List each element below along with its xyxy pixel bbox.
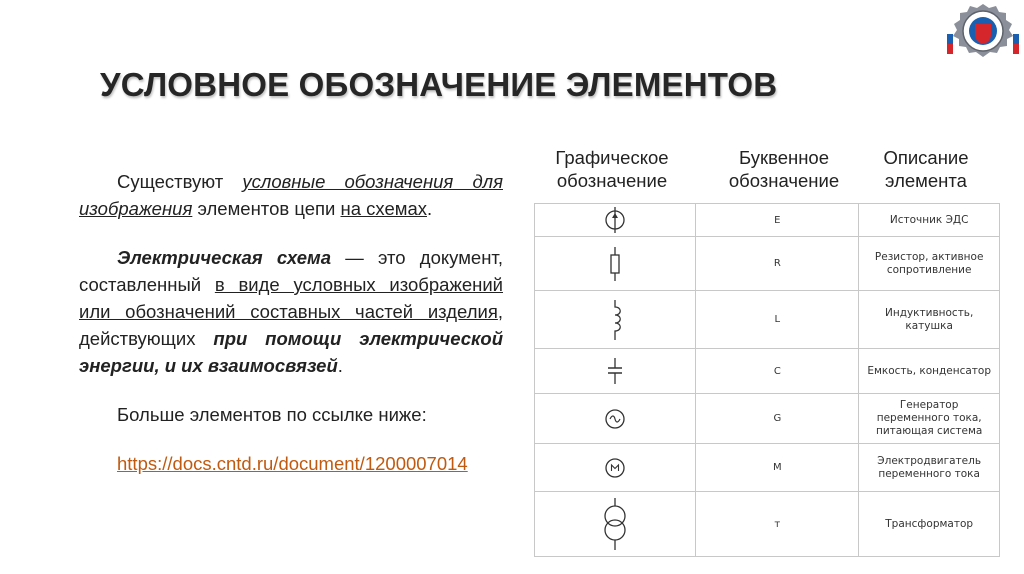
ac-generator-icon	[602, 406, 628, 432]
symbol-cell	[535, 349, 696, 394]
definition-mid: — это документ, составленный	[79, 247, 503, 295]
docs-link[interactable]: https://docs.cntd.ru/document/1200007014	[117, 453, 468, 474]
symbol-cell	[535, 394, 696, 444]
description-cell: Электродвигатель переменного тока	[859, 444, 1000, 492]
transformer-icon	[601, 498, 629, 550]
intro-mid: элементов цепи	[192, 198, 341, 219]
description-cell: Индуктивность, катушка	[859, 291, 1000, 349]
symbol-cell	[535, 492, 696, 557]
letter-cell: R	[696, 237, 859, 291]
body-text	[79, 168, 503, 477]
symbols-link[interactable]: условные обозначения для изображения	[79, 171, 503, 219]
ac-motor-icon	[602, 455, 628, 481]
emf-source-icon	[602, 207, 628, 233]
intro-end: .	[426, 198, 433, 219]
description-cell: Емкость, конденсатор	[859, 349, 1000, 394]
header-letter: Буквенное обозначение	[728, 147, 840, 191]
table-row	[535, 204, 1000, 237]
header-graphic: Графическое обозначение	[555, 147, 669, 191]
letter-cell: G	[696, 394, 859, 444]
definition-end: .	[337, 355, 343, 376]
description-cell: Резистор, активное сопротивление	[859, 237, 1000, 291]
definition-term: Электрическая схема	[117, 247, 332, 268]
university-emblem-icon	[943, 2, 1023, 64]
symbol-cell	[535, 291, 696, 349]
letter-cell: т	[696, 492, 859, 557]
on-schemes-link[interactable]: на схемах	[340, 198, 427, 219]
description-cell: Генератор переменного тока, питающая система	[859, 394, 1000, 444]
definition-emphasis: при помощи электрической энергии, и их взаимосвязей	[79, 328, 504, 376]
intro-lead: Существуют	[117, 171, 243, 192]
table-row	[535, 444, 1000, 492]
symbol-cell	[535, 204, 696, 237]
paragraph-definition	[79, 244, 503, 379]
description-cell: Источник ЭДС	[859, 204, 1000, 237]
definition-mid2: , действующих	[79, 301, 503, 349]
symbols-table	[534, 203, 1000, 557]
capacitor-icon	[605, 358, 625, 384]
letter-cell: C	[696, 349, 859, 394]
definition-underlined: в виде условных изображений или обозначений составных частей изделия	[79, 274, 503, 322]
table-row	[535, 394, 1000, 444]
inductor-icon	[605, 300, 625, 340]
symbol-cell	[535, 237, 696, 291]
letter-cell: L	[696, 291, 859, 349]
paragraph-more: Больше элементов по ссылке ниже:	[117, 404, 427, 425]
letter-cell: E	[696, 204, 859, 237]
table-row	[535, 492, 1000, 557]
slide-title: УСЛОВНОЕ ОБОЗНАЧЕНИЕ ЭЛЕМЕНТОВ	[100, 66, 778, 103]
header-description: Описание элемента	[883, 147, 969, 191]
table-row	[535, 237, 1000, 291]
paragraph-intro	[79, 168, 503, 222]
paragraph-link	[79, 450, 503, 477]
letter-cell: M	[696, 444, 859, 492]
resistor-icon	[605, 247, 625, 281]
table-row	[535, 349, 1000, 394]
description-cell: Трансформатор	[859, 492, 1000, 557]
table-row	[535, 291, 1000, 349]
symbol-cell	[535, 444, 696, 492]
